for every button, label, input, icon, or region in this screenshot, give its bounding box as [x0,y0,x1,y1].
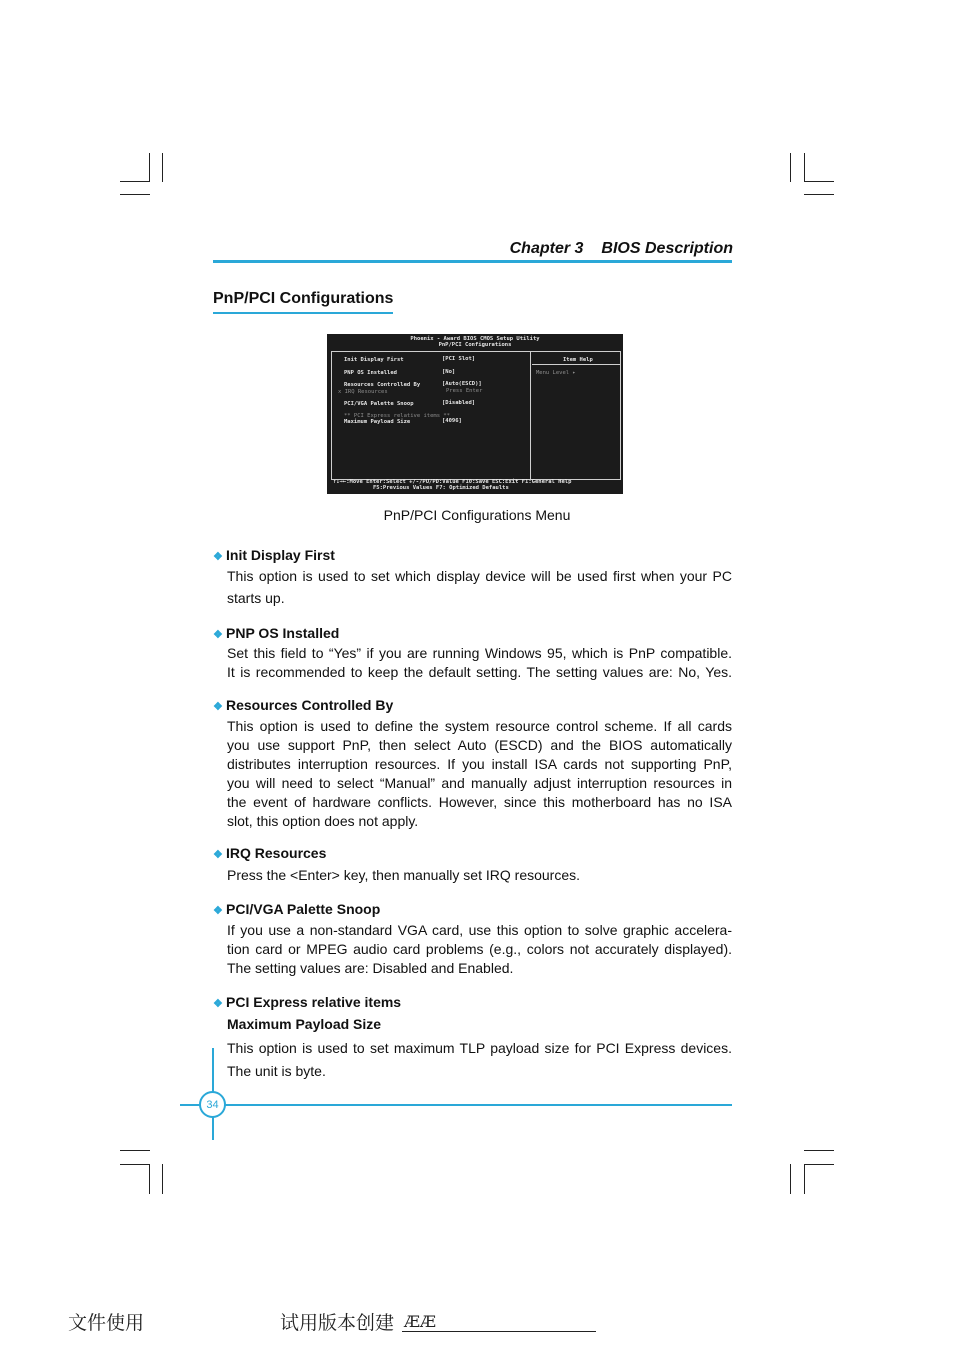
item-title: Resources Controlled By [226,697,394,713]
bios-help-text: Menu Level ▸ [536,370,576,376]
watermark-underline [402,1331,596,1332]
chapter-label: Chapter 3 [509,240,584,257]
running-header [510,240,733,258]
crop-mark [120,181,150,182]
item-heading [213,994,401,1010]
diamond-bullet-icon: ❖ [213,998,223,1010]
diamond-bullet-icon: ❖ [213,849,223,861]
crop-mark [120,194,150,195]
chapter-title: BIOS Description [601,240,733,257]
footer-rule [180,1104,732,1106]
text-line: tion card or MPEG audio card problems (e.g., colors not accurately displayed). [227,941,732,957]
crop-mark [149,1164,150,1194]
bios-subtitle-line: PnP/PCI Configurations [438,342,512,348]
bios-item-value[interactable]: [PCI Slot] [442,356,476,362]
item-heading [213,901,380,917]
header-rule [213,260,732,263]
text-line: If you use a non-standard VGA card, use this option to solve graphic accelera- [227,922,732,938]
section-title: PnP/PCI Configurations [213,290,394,307]
bios-item-value[interactable]: [No] [442,369,456,375]
diamond-bullet-icon: ❖ [213,905,223,917]
item-description [227,565,732,609]
bios-item-value[interactable]: Press Enter [446,388,483,394]
bios-title-line: Phoenix - Award BIOS CMOS Setup Utility [410,336,540,342]
text-line: the event of hardware conflicts. However, since this motherboard has no ISA [227,794,732,810]
crop-mark [804,1164,805,1194]
text-line: you use support PnP, then select Auto (ESCD) and the BIOS automatically [227,737,732,753]
bios-item-label[interactable]: Resources Controlled By [344,382,421,388]
bios-item-value[interactable]: [4096] [442,418,462,424]
text-line: It is recommended to keep the default setting. The setting values are: No, Yes. [227,664,732,680]
section-underline [213,312,393,314]
bios-footer-keys-2: F5:Previous Values F7: Optimized Defaults [373,485,509,491]
bios-help-separator [532,364,620,365]
item-title: PCI Express relative items [226,994,402,1010]
text-line: This option is used to define the system resource control scheme. If all cards [227,718,732,734]
item-description [227,866,732,885]
bios-item-value[interactable]: [Disabled] [442,400,476,406]
bios-item-label[interactable]: Init Display First [344,357,404,363]
diamond-bullet-icon: ❖ [213,551,223,563]
item-title: PNP OS Installed [226,625,340,641]
item-heading [213,697,393,713]
diamond-bullet-icon: ❖ [213,629,223,641]
crop-mark [149,153,150,182]
crop-mark [790,1164,791,1194]
item-description [227,717,732,831]
bios-divider [530,351,531,479]
bios-footer [327,479,623,491]
bios-group-label: ** PCI Express relative items ** [344,413,450,419]
item-description [227,921,732,978]
text-line: you will need to select “Manual” and manually adjust interruption resources in [227,775,732,791]
item-title: Init Display First [226,547,335,563]
bios-item-label[interactable]: PCI/VGA Palette Snoop [344,401,414,407]
crop-mark [804,153,805,182]
item-description [227,1037,732,1083]
bios-item-label[interactable]: x IRQ Resources [338,389,388,395]
crop-mark [804,1150,834,1151]
crop-mark [162,1164,163,1194]
watermark-left: 文件使用 [68,1312,145,1334]
bios-item-label[interactable]: Maximum Payload Size [344,419,411,425]
watermark-suffix: ÆÆ [404,1312,437,1331]
text-line: This option is used to set which display device will be used first when your PC [227,568,732,584]
item-heading [213,547,335,563]
item-subheading: Maximum Payload Size [227,1016,382,1032]
figure-caption: PnP/PCI Configurations Menu [383,507,571,523]
crop-mark [162,153,163,182]
crop-mark [804,194,834,195]
crop-mark [120,1164,150,1165]
item-heading [213,625,339,641]
bios-help-title: Item Help [563,357,593,363]
diamond-bullet-icon: ❖ [213,701,223,713]
page-number: 34 [199,1091,226,1118]
watermark-right: 试用版本创建 [280,1312,395,1334]
text-line: distributes interruption resources. If you install ISA cards not supporting PnP, [227,756,732,772]
item-description [227,644,732,682]
text-line: Press the <Enter> key, then manually set IRQ resources. [227,867,581,883]
text-line: Set this field to “Yes” if you are running Windows 95, which is PnP compatible. [227,645,732,661]
bios-item-label[interactable]: PNP OS Installed [344,370,397,376]
item-title: PCI/VGA Palette Snoop [226,901,381,917]
text-line: starts up. [227,590,285,606]
text-line: slot, this option does not apply. [227,813,419,829]
text-line: The unit is byte. [227,1063,326,1079]
crop-mark [804,181,834,182]
item-title: IRQ Resources [226,845,327,861]
bios-screenshot [327,334,623,494]
text-line: The setting values are: Disabled and Enabled. [227,960,514,976]
bios-item-value[interactable]: [Auto(ESCD)] [442,381,482,387]
item-heading [213,845,326,861]
crop-mark [804,1164,834,1165]
crop-mark [790,153,791,182]
text-line: This option is used to set maximum TLP payload size for PCI Express devices. [227,1040,732,1056]
bios-title [327,336,623,348]
crop-mark [120,1150,150,1151]
bios-footer-keys: ↑↓→←:Move Enter:Select +/-/PU/PD:Value F10:Save ESC:Exit F1:General Help [333,479,572,485]
